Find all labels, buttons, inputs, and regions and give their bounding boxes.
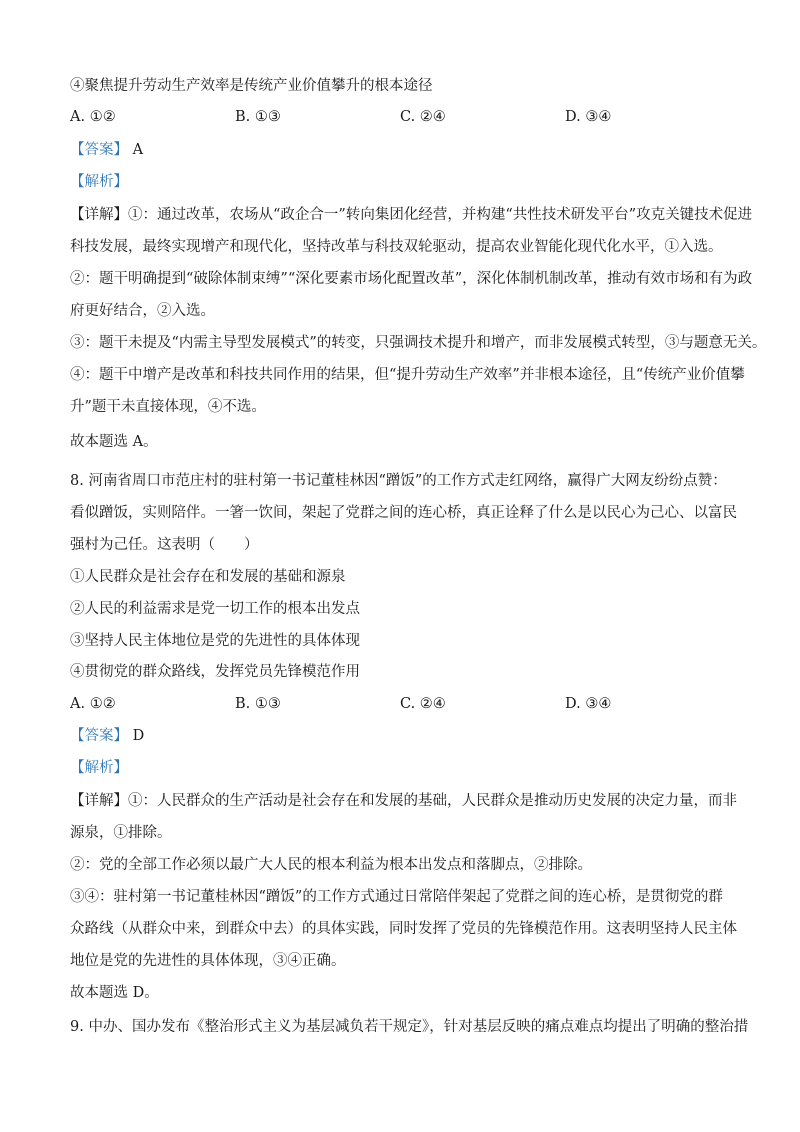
q7-detail-line-6: ④：题干中增产是改革和科技共同作用的结果，但“提升劳动生产效率”并非根本途径，且“传统产业价值攀 (70, 367, 745, 383)
q8-stem-line-2: 看似蹭饭，实则陪伴。一箸一饮间，架起了党群之间的连心桥，真正诠释了什么是以民心为己心、以富民 (70, 505, 737, 521)
q8-choice-b: B. ①③ (235, 696, 281, 712)
q7-choice-a: A. ①② (70, 109, 116, 125)
q8-detail-line-4: ③④：驻村第一书记董桂林因“蹭饭”的工作方式通过日常陪伴架起了党群之间的连心桥，是贯彻党的群 (70, 889, 723, 905)
q7-conclusion: 故本题选 A。 (70, 434, 158, 450)
q7-detail-line-3: ②：题干明确提到“破除体制束缚”“深化要素市场化配置改革”，深化体制机制改革，推动有效市场和有为政 (70, 271, 753, 287)
q8-stem-line-3: 强村为己任。这表明（ ） (70, 537, 259, 553)
q7-answer-value: A (132, 142, 144, 158)
q8-answer-value: D (132, 728, 145, 744)
q8-detail-line-6: 地位是党的先进性的具体体现，③④正确。 (70, 953, 346, 969)
q7-choice-b: B. ①③ (235, 109, 281, 125)
q8-choice-c: C. ②④ (400, 696, 446, 712)
q7-detail-line-4: 府更好结合，②入选。 (70, 303, 215, 319)
q8-choice-a: A. ①② (70, 696, 116, 712)
q8-detail-line-1: 【详解】①：人民群众的生产活动是社会存在和发展的基础，人民群众是推动历史发展的决定力量，而非 (70, 793, 737, 809)
q8-stem-line-1: 8. 河南省周口市范庄村的驻村第一书记董桂林因“蹭饭”的工作方式走红网络，赢得广大网友纷纷点赞： (70, 473, 727, 489)
q8-choice-d: D. ③④ (565, 696, 612, 712)
q7-answer (70, 140, 143, 160)
q9-stem-line-1: 9. 中办、国办发布《整治形式主义为基层减负若干规定》，针对基层反映的痛点难点均提出了明确的整治措 (70, 1019, 749, 1035)
q7-choice-d: D. ③④ (565, 109, 612, 125)
q8-option-2: ②人民的利益需求是党一切工作的根本出发点 (70, 601, 360, 617)
answer-label: 【答案】 (70, 728, 128, 744)
q7-detail-line-7: 升”题干未直接体现，④不选。 (70, 399, 266, 415)
q7-detail-line-5: ③：题干未提及“内需主导型发展模式”的转变，只强调技术提升和增产，而非发展模式转型，③与题意无关。 (70, 335, 767, 351)
q7-detail-line-1: 【详解】①：通过改革，农场从“政企合一”转向集团化经营，并构建“共性技术研发平台”攻克关键技术促进 (70, 207, 753, 223)
q8-option-1: ①人民群众是社会存在和发展的基础和源泉 (70, 569, 346, 585)
q8-conclusion: 故本题选 D。 (70, 985, 159, 1001)
q8-detail-line-3: ②：党的全部工作必须以最广大人民的根本利益为根本出发点和落脚点，②排除。 (70, 857, 592, 873)
q7-choice-c: C. ②④ (400, 109, 446, 125)
q8-analysis-label: 【解析】 (70, 760, 128, 776)
q8-answer (70, 726, 144, 746)
q7-analysis-label: 【解析】 (70, 174, 128, 190)
q8-detail-line-2: 源泉，①排除。 (70, 825, 172, 841)
q7-option-4: ④聚焦提升劳动生产效率是传统产业价值攀升的根本途径 (70, 78, 433, 94)
q8-detail-line-5: 众路线（从群众中来，到群众中去）的具体实践，同时发挥了党员的先锋模范作用。这表明坚持人民主体 (70, 921, 737, 937)
q8-option-3: ③坚持人民主体地位是党的先进性的具体体现 (70, 633, 360, 649)
answer-label: 【答案】 (70, 142, 128, 158)
detail-label: 【详解】 (70, 793, 128, 809)
detail-label: 【详解】 (70, 207, 128, 223)
q8-option-4: ④贯彻党的群众路线，发挥党员先锋模范作用 (70, 664, 360, 680)
q7-detail-line-2: 科技发展，最终实现增产和现代化，坚持改革与科技双轮驱动，提高农业智能化现代化水平，①入选。 (70, 239, 723, 255)
